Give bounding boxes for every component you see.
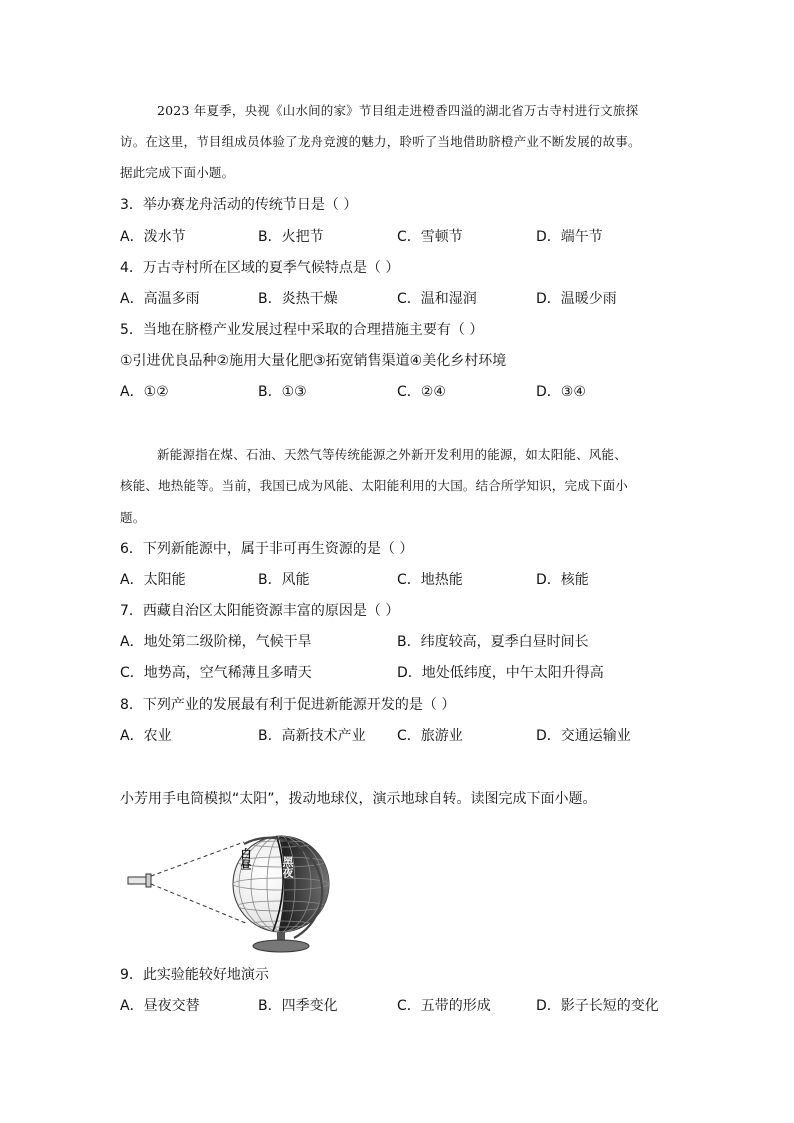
question-4-option-a[interactable]: A．高温多雨 [120, 291, 200, 307]
question-7-option-b[interactable]: B．纬度较高，夏季白昼时间长 [397, 634, 589, 650]
question-3-option-a[interactable]: A．泼水节 [120, 229, 186, 245]
globe-flashlight-illustration [126, 826, 336, 956]
question-4-option-c[interactable]: C．温和湿润 [397, 291, 477, 307]
passage1-line2: 访。在这里，节目组成员体验了龙舟竞渡的魅力，聆听了当地借助脐橙产业不断发展的故事。 [120, 134, 641, 149]
question-6-option-b[interactable]: B．风能 [258, 572, 310, 588]
question-9-option-c[interactable]: C．五带的形成 [397, 998, 491, 1014]
question-5-option-d[interactable]: D．③④ [536, 384, 586, 400]
question-7-option-a[interactable]: A．地处第二级阶梯，气候干旱 [120, 634, 312, 650]
passage2-line3: 题。 [120, 510, 146, 525]
globe-flashlight-figure [126, 826, 336, 956]
question-6-stem: 6．下列新能源中，属于非可再生资源的是（ ） [120, 541, 414, 557]
question-9-option-b[interactable]: B．四季变化 [258, 998, 338, 1014]
question-7-stem: 7．西藏自治区太阳能资源丰富的原因是（ ） [120, 603, 400, 619]
experiment-intro: 小芳用手电筒模拟“太阳”，拨动地球仪，演示地球自转。读图完成下面小题。 [120, 791, 597, 807]
question-6-option-a[interactable]: A．太阳能 [120, 572, 186, 588]
question-5-stem: 5．当地在脐橙产业发展过程中采取的合理措施主要有（ ） [120, 322, 484, 338]
passage2-line2: 核能、地热能等。当前，我国已成为风能、太阳能利用的大国。结合所学知识，完成下面小 [120, 478, 629, 493]
globe-icon [233, 826, 336, 956]
question-5-option-c[interactable]: C．②④ [397, 384, 446, 400]
flashlight-icon [128, 874, 151, 887]
question-5-option-a[interactable]: A．①② [120, 384, 169, 400]
question-4-option-d[interactable]: D．温暖少雨 [536, 291, 617, 307]
question-3-option-d[interactable]: D．端午节 [536, 229, 603, 245]
question-3-option-b[interactable]: B．火把节 [258, 229, 324, 245]
question-3-stem: 3．举办赛龙舟活动的传统节日是（ ） [120, 197, 358, 213]
question-9-option-a[interactable]: A．昼夜交替 [120, 998, 200, 1014]
question-9-stem: 9．此实验能较好地演示 [120, 967, 269, 983]
passage2-line1: 新能源指在煤、石油、天然气等传统能源之外新开发利用的能源，如太阳能、风能、 [157, 447, 627, 462]
question-6-option-d[interactable]: D．核能 [536, 572, 589, 588]
question-5-option-b[interactable]: B．①③ [258, 384, 307, 400]
question-8-option-a[interactable]: A．农业 [120, 728, 172, 744]
question-4-option-b[interactable]: B．炎热干燥 [258, 291, 338, 307]
day-label: 白昼 [239, 848, 252, 870]
question-8-option-d[interactable]: D．交通运输业 [536, 728, 631, 744]
question-8-stem: 8．下列产业的发展最有利于促进新能源开发的是（ ） [120, 697, 456, 713]
question-5-items: ①引进优良品种②施用大量化肥③拓宽销售渠道④美化乡村环境 [120, 353, 507, 369]
question-9-option-d[interactable]: D．影子长短的变化 [536, 998, 659, 1014]
question-6-option-c[interactable]: C．地热能 [397, 572, 463, 588]
night-label: 黑夜 [281, 856, 294, 878]
passage1-line1: 2023 年夏季，央视《山水间的家》节目组走进橙香四溢的湖北省万古寺村进行文旅探 [157, 103, 639, 118]
question-4-stem: 4．万古寺村所在区域的夏季气候特点是（ ） [120, 260, 400, 276]
question-8-option-c[interactable]: C．旅游业 [397, 728, 463, 744]
question-7-option-c[interactable]: C．地势高，空气稀薄且多晴天 [120, 665, 312, 681]
question-3-option-c[interactable]: C．雪顿节 [397, 229, 463, 245]
question-8-option-b[interactable]: B．高新技术产业 [258, 728, 366, 744]
question-7-option-d[interactable]: D．地处低纬度，中午太阳升得高 [397, 665, 604, 681]
passage1-line3: 据此完成下面小题。 [120, 165, 235, 180]
